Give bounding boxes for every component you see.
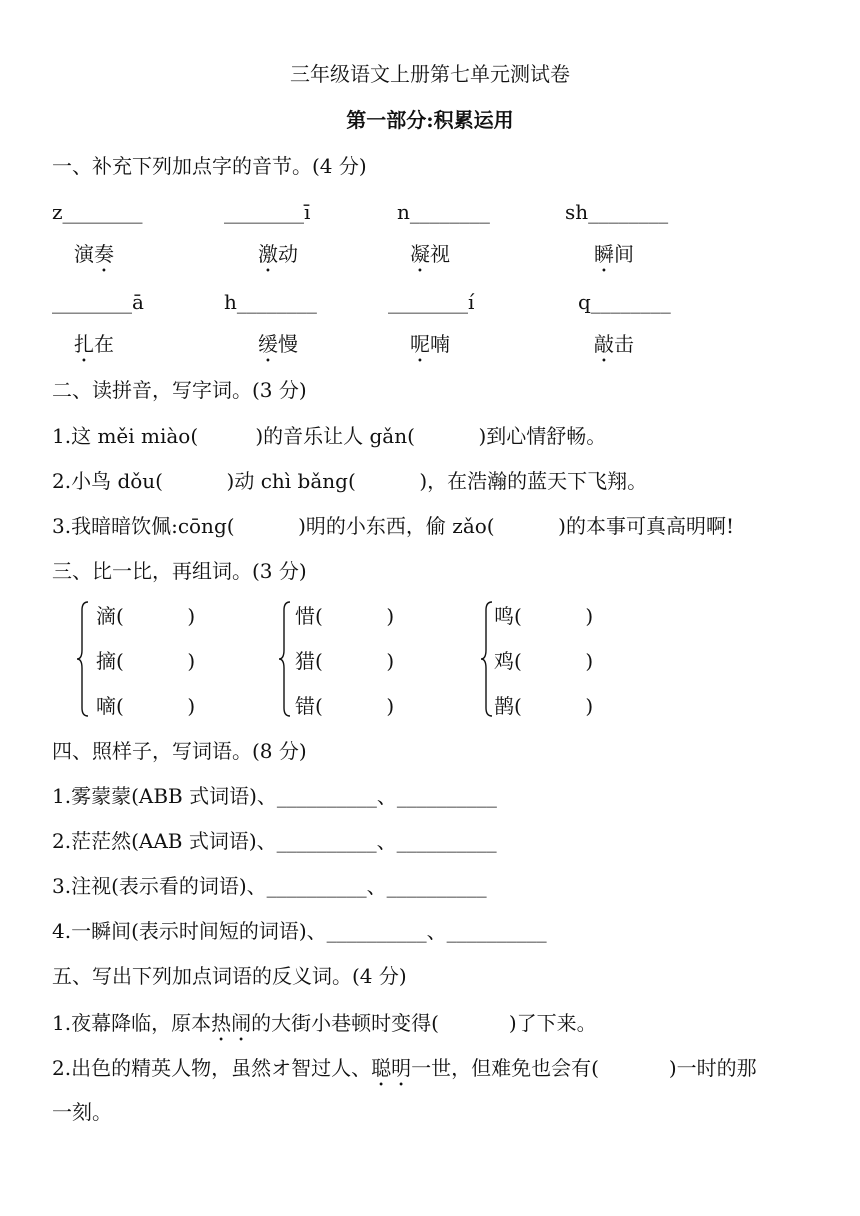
compare-char-item: 嘀( ): [96, 694, 196, 718]
question-2-heading: 二、读拼音，写字词。(3 分): [52, 378, 307, 402]
compare-char-item: 滴( ): [96, 604, 196, 628]
dotted-word: 呢喃: [410, 332, 450, 356]
question-line: 2.出色的精英人物，虽然オ智过人、聪明一世，但难免也会有( )一时的那: [52, 1056, 757, 1080]
pinyin-blank[interactable]: z________: [52, 200, 143, 224]
question-1-heading: 一、补充下列加点字的音节。(4 分): [52, 154, 367, 178]
pinyin-blank[interactable]: sh________: [565, 200, 669, 224]
question-line: 1.夜幕降临，原本热闹的大街小巷顿时变得( )了下来。: [52, 1011, 597, 1035]
question-line: 4.一瞬间(表示时间短的词语)、__________、__________: [52, 919, 547, 943]
pinyin-blank[interactable]: ________ā: [52, 290, 144, 314]
pinyin-blank[interactable]: ________í: [388, 290, 475, 314]
pinyin-blank[interactable]: n________: [397, 200, 490, 224]
brace-icon: [76, 600, 88, 718]
question-line: 1.雾蒙蒙(ABB 式词语)、__________、__________: [52, 784, 497, 808]
question-4-heading: 四、照样子，写词语。(8 分): [52, 739, 307, 763]
page-title: 三年级语文上册第七单元测试卷: [290, 62, 570, 86]
question-3-heading: 三、比一比，再组词。(3 分): [52, 559, 307, 583]
dotted-word: 敲击: [594, 332, 634, 356]
dotted-word: 激动: [258, 242, 298, 266]
brace-icon: [480, 600, 492, 718]
compare-char-item: 错( ): [295, 694, 395, 718]
question-line: 2.茫茫然(AAB 式词语)、__________、__________: [52, 829, 497, 853]
dotted-word: 凝视: [410, 242, 450, 266]
question-line: 2.小鸟 dǒu( )动 chì bǎng( )，在浩瀚的蓝天下飞翔。: [52, 469, 648, 493]
brace-icon: [278, 600, 290, 718]
pinyin-blank[interactable]: ________ī: [224, 200, 311, 224]
compare-char-item: 猎( ): [295, 649, 395, 673]
pinyin-blank[interactable]: q________: [578, 290, 671, 314]
compare-char-item: 鹊( ): [494, 694, 594, 718]
compare-char-item: 惜( ): [295, 604, 395, 628]
dotted-word: 扎在: [74, 332, 114, 356]
compare-char-item: 鸡( ): [494, 649, 594, 673]
compare-char-item: 鸣( ): [494, 604, 594, 628]
dotted-word: 瞬间: [594, 242, 634, 266]
part-heading: 第一部分:积累运用: [346, 108, 514, 132]
question-5-heading: 五、写出下列加点词语的反义词。(4 分): [52, 964, 407, 988]
dotted-word: 缓慢: [258, 332, 298, 356]
compare-char-item: 摘( ): [96, 649, 196, 673]
question-line: 3.注视(表示看的词语)、__________、__________: [52, 874, 487, 898]
question-line: 1.这 měi miào( )的音乐让人 gǎn( )到心情舒畅。: [52, 424, 607, 448]
question-line: 一刻。: [52, 1100, 112, 1124]
question-line: 3.我暗暗饮佩:cōng( )明的小东西，偷 zǎo( )的本事可真高明啊!: [52, 514, 735, 538]
dotted-word: 演奏: [74, 242, 114, 266]
pinyin-blank[interactable]: h________: [224, 290, 317, 314]
